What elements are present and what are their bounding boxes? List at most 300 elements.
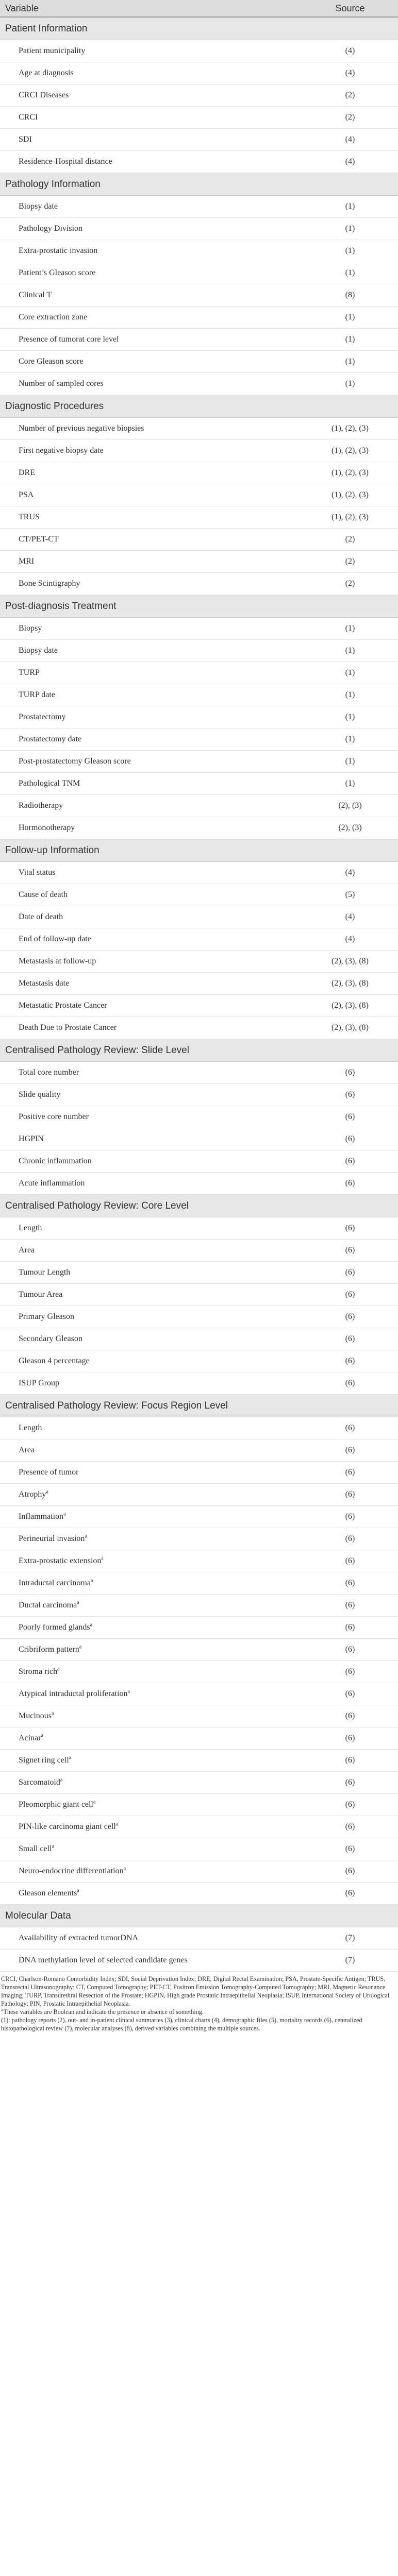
section-title: Diagnostic Procedures: [0, 395, 398, 418]
table-row: [0, 1927, 398, 1950]
variable-name: TURP date: [19, 690, 55, 699]
table-row: [0, 640, 398, 662]
variable-cell: [0, 795, 302, 817]
source-cell: (1): [302, 351, 398, 373]
source-cell: (6): [302, 1572, 398, 1595]
table-row: [0, 973, 398, 995]
source-cell: (1), (2), (3): [302, 418, 398, 440]
table-row: [0, 284, 398, 307]
source-cell: (4): [302, 151, 398, 173]
variable-name: Biopsy date: [19, 202, 58, 211]
variable-name: Small cell: [19, 1844, 52, 1853]
source-cell: (6): [302, 1838, 398, 1860]
table-row: [0, 529, 398, 551]
variable-cell: [0, 928, 302, 951]
source-cell: (2), (3), (8): [302, 1017, 398, 1039]
variable-name: Vital status: [19, 868, 56, 877]
variable-name: PSA: [19, 490, 34, 499]
source-cell: (6): [302, 1528, 398, 1550]
source-cell: (6): [302, 1550, 398, 1572]
source-cell: (6): [302, 1417, 398, 1439]
variable-cell: [0, 373, 302, 395]
source-cell: (2), (3), (8): [302, 973, 398, 995]
variable-cell: [0, 1528, 302, 1550]
variable-name: Ductal carcinoma: [19, 1601, 77, 1609]
variable-cell: [0, 1683, 302, 1705]
source-cell: (6): [302, 1240, 398, 1262]
variable-cell: [0, 1306, 302, 1328]
table-row: [0, 1883, 398, 1905]
variable-cell: [0, 107, 302, 129]
source-cell: (1): [302, 662, 398, 684]
source-cell: (2): [302, 573, 398, 595]
source-cell: (6): [302, 1506, 398, 1528]
table-row: [0, 1262, 398, 1284]
table-header-row: [0, 0, 398, 17]
variable-cell: [0, 440, 302, 462]
source-cell: (6): [302, 1462, 398, 1484]
table-row: [0, 1128, 398, 1150]
table-row: [0, 706, 398, 728]
table-row: [0, 684, 398, 706]
variable-name: Number of previous negative biopsies: [19, 424, 144, 433]
variable-name: Neuro-endocrine differentiation: [19, 1867, 124, 1875]
variable-name: Post-prostatectomy Gleason score: [19, 757, 131, 766]
table-row: [0, 1705, 398, 1727]
source-cell: (1), (2), (3): [302, 440, 398, 462]
variable-name: Tumour Area: [19, 1290, 63, 1299]
source-cell: (6): [302, 1617, 398, 1639]
variable-name: Acinar: [19, 1734, 41, 1742]
variable-name: Area: [19, 1446, 35, 1454]
footnote-marker: a: [60, 1777, 63, 1783]
variable-cell: [0, 529, 302, 551]
variable-name: Patient municipality: [19, 46, 86, 55]
table-row: [0, 1240, 398, 1262]
table-row: [0, 1484, 398, 1506]
variable-name: Gleason elements: [19, 1889, 77, 1897]
variable-cell: [0, 728, 302, 751]
source-cell: (1), (2), (3): [302, 462, 398, 484]
table-row: [0, 995, 398, 1017]
variable-cell: [0, 1617, 302, 1639]
source-cell: (2), (3): [302, 817, 398, 839]
table-row: [0, 1639, 398, 1661]
footnote-marker: a: [123, 1866, 126, 1872]
table-row: [0, 1439, 398, 1462]
variable-cell: [0, 196, 302, 218]
source-cell: (6): [302, 1350, 398, 1372]
table-row: [0, 728, 398, 751]
source-cell: (1): [302, 684, 398, 706]
variable-cell: [0, 462, 302, 484]
variable-name: Biopsy: [19, 624, 42, 633]
table-row: [0, 329, 398, 351]
variable-cell: [0, 262, 302, 284]
source-cell: (7): [302, 1950, 398, 1972]
table-row: [0, 484, 398, 506]
variable-cell: [0, 973, 302, 995]
variable-name: Extra-prostatic invasion: [19, 246, 98, 255]
table-row: [0, 1217, 398, 1240]
variable-name: Tumour Length: [19, 1268, 71, 1277]
variable-cell: [0, 951, 302, 973]
table-row: [0, 1617, 398, 1639]
table-row: [0, 928, 398, 951]
table-row: [0, 129, 398, 151]
variable-cell: [0, 284, 302, 307]
section-title: Centralised Pathology Review: Focus Region Level: [0, 1395, 398, 1417]
table-row: [0, 262, 398, 284]
variable-cell: [0, 329, 302, 351]
source-cell: (6): [302, 1860, 398, 1883]
variable-cell: [0, 1350, 302, 1372]
table-row: [0, 196, 398, 218]
variable-name: Poorly formed glands: [19, 1623, 90, 1632]
section-title: Follow-up Information: [0, 839, 398, 862]
variable-cell: [0, 1860, 302, 1883]
table-row: [0, 884, 398, 906]
variable-name: End of follow-up date: [19, 935, 91, 943]
variable-name: Patient’s Gleason score: [19, 268, 96, 277]
table-row: [0, 751, 398, 773]
sources-note: (1): pathology reports (2), out- and in-patient clinical summaries (3), clinical charts (4), demographic files (5), mortality records (6), centralized histopathological review (7), molecular analyses (8), derived variables combining the multiple sources.: [1, 2016, 362, 2032]
variable-name: CRCI Diseases: [19, 91, 69, 99]
variable-cell: [0, 751, 302, 773]
table-row: [0, 1106, 398, 1128]
variable-cell: [0, 40, 302, 62]
table-row: [0, 1173, 398, 1195]
footnote-marker: a: [46, 1489, 48, 1495]
footnote-marker: a: [127, 1688, 130, 1694]
variable-name: Age at diagnosis: [19, 69, 74, 77]
variable-cell: [0, 773, 302, 795]
variable-name: TRUS: [19, 513, 40, 521]
source-cell: (1): [302, 196, 398, 218]
table-row: [0, 1595, 398, 1617]
section-header: [0, 173, 398, 196]
variable-cell: [0, 1794, 302, 1816]
table-row: [0, 862, 398, 884]
table-row: [0, 551, 398, 573]
variable-name: Clinical T: [19, 291, 52, 299]
source-cell: (4): [302, 906, 398, 928]
variable-name: Area: [19, 1246, 35, 1255]
source-cell: (1): [302, 373, 398, 395]
variable-name: Intraductal carcinoma: [19, 1579, 91, 1587]
table-body: [0, 17, 398, 1972]
variable-cell: [0, 1084, 302, 1106]
table-row: [0, 817, 398, 839]
table-row: [0, 1750, 398, 1772]
table-row: [0, 1372, 398, 1395]
variable-name: Cribriform pattern: [19, 1645, 79, 1654]
source-cell: (7): [302, 1927, 398, 1950]
variable-name: CT/PET-CT: [19, 535, 59, 544]
source-cell: (6): [302, 1595, 398, 1617]
variable-cell: [0, 1506, 302, 1528]
variable-name: Metastatic Prostate Cancer: [19, 1001, 107, 1010]
source-cell: (1), (2), (3): [302, 484, 398, 506]
variable-name: Length: [19, 1423, 42, 1432]
variable-name: Presence of tumorat core level: [19, 335, 119, 344]
variable-name: Perineurial invasion: [19, 1534, 85, 1543]
variable-cell: [0, 1705, 302, 1727]
variable-name: Sarcomatoid: [19, 1778, 60, 1787]
source-cell: (6): [302, 1284, 398, 1306]
section-title: Post-diagnosis Treatment: [0, 595, 398, 618]
source-cell: (6): [302, 1306, 398, 1328]
table-row: [0, 795, 398, 817]
section-title: Pathology Information: [0, 173, 398, 196]
section-header: [0, 839, 398, 862]
source-cell: (1): [302, 773, 398, 795]
variable-cell: [0, 418, 302, 440]
variable-cell: [0, 1106, 302, 1128]
variable-cell: [0, 1240, 302, 1262]
table-row: [0, 1017, 398, 1039]
footnote-marker: a: [1, 2007, 4, 2013]
variable-name: Metastasis date: [19, 979, 70, 988]
section-header: [0, 595, 398, 618]
source-cell: (6): [302, 1883, 398, 1905]
variable-cell: [0, 151, 302, 173]
section-title: Molecular Data: [0, 1905, 398, 1927]
variable-cell: [0, 906, 302, 928]
footnote-marker: a: [79, 1644, 82, 1650]
variable-cell: [0, 1328, 302, 1350]
boolean-note-text: These variables are Boolean and indicate the presence or absence of something.: [3, 2008, 204, 2015]
source-cell: (6): [302, 1328, 398, 1350]
table-row: [0, 40, 398, 62]
footnote-marker: a: [85, 1533, 87, 1539]
footnote-marker: a: [90, 1578, 93, 1584]
table-row: [0, 1062, 398, 1084]
table-row: [0, 440, 398, 462]
source-cell: (2), (3), (8): [302, 951, 398, 973]
variable-name: MRI: [19, 557, 35, 566]
table-row: [0, 573, 398, 595]
table-row: [0, 351, 398, 373]
variable-cell: [0, 1017, 302, 1039]
variable-name: Primary Gleason: [19, 1312, 74, 1321]
variable-name: Atrophy: [19, 1490, 46, 1499]
variable-cell: [0, 1661, 302, 1683]
variable-cell: [0, 1772, 302, 1794]
variable-cell: [0, 1927, 302, 1950]
variable-name: Positive core number: [19, 1112, 89, 1121]
variable-cell: [0, 307, 302, 329]
table-row: [0, 1328, 398, 1350]
variable-cell: [0, 1150, 302, 1173]
abbreviations-note: CRCI, Charlson-Romano Comorbidity Index; SDI, Social Deprivation Index; DRE, Digital Rectal Examination; PSA, Prostate-Specific Antigen; TRUS, Transrectal Ultrasonography; CT, Computed Tomography; PET-CT, Positron Emission Tomography-Computed Tomography; MRI, Magnetic Resonance Imaging; TURP, Transurethral Resection of the Prostate; HGPIN, High grade Prostatic Intraepithelial Neoplasia; ISUP, International Society of Urological Pathology; PIN, Prostatic Intraepithelial Neoplasia.: [1, 1975, 390, 2007]
source-cell: (6): [302, 1816, 398, 1838]
variable-cell: [0, 1128, 302, 1150]
variable-name: Inflammation: [19, 1512, 64, 1521]
source-cell: (1): [302, 240, 398, 262]
source-cell: (1): [302, 640, 398, 662]
variable-cell: [0, 1462, 302, 1484]
source-cell: (6): [302, 1128, 398, 1150]
variable-name: ISUP Group: [19, 1379, 59, 1387]
source-cell: (1): [302, 218, 398, 240]
variable-cell: [0, 817, 302, 839]
variable-name: Death Due to Prostate Cancer: [19, 1023, 117, 1032]
variable-cell: [0, 662, 302, 684]
source-cell: (2), (3), (8): [302, 995, 398, 1017]
table-row: [0, 1550, 398, 1572]
table-row: [0, 506, 398, 529]
footnote-marker: a: [69, 1755, 72, 1761]
footnote-marker: a: [93, 1799, 96, 1805]
table-row: [0, 1506, 398, 1528]
variable-cell: [0, 1750, 302, 1772]
variable-name: Extra-prostatic extension: [19, 1556, 102, 1565]
variable-cell: [0, 84, 302, 107]
table-row: [0, 1683, 398, 1705]
variable-name: CRCI: [19, 113, 38, 122]
table-row: [0, 84, 398, 107]
table-row: [0, 62, 398, 84]
variable-name: Core Gleason score: [19, 357, 84, 366]
table-row: [0, 373, 398, 395]
variable-name: Core extraction zone: [19, 313, 88, 321]
footnote-marker: a: [101, 1555, 104, 1562]
variable-name: Number of sampled cores: [19, 379, 104, 388]
source-cell: (4): [302, 62, 398, 84]
variable-cell: [0, 573, 302, 595]
source-cell: (6): [302, 1705, 398, 1727]
footnote-marker: a: [52, 1843, 54, 1850]
variable-cell: [0, 1639, 302, 1661]
variable-name: DNA methylation level of selected candidate genes: [19, 1956, 188, 1964]
table-row: [0, 240, 398, 262]
variable-name: Acute inflammation: [19, 1179, 85, 1188]
source-cell: (6): [302, 1661, 398, 1683]
table-row: [0, 307, 398, 329]
section-title: Centralised Pathology Review: Core Level: [0, 1195, 398, 1217]
table-row: [0, 1950, 398, 1972]
section-header: [0, 17, 398, 40]
source-cell: (6): [302, 1150, 398, 1173]
variable-cell: [0, 551, 302, 573]
source-cell: (1): [302, 618, 398, 640]
variable-name: Pleomorphic giant cell: [19, 1800, 93, 1809]
variable-name: Radiotherapy: [19, 801, 63, 810]
table-footnotes: [0, 1975, 398, 2032]
variable-cell: [0, 1572, 302, 1595]
source-cell: (4): [302, 928, 398, 951]
variable-cell: [0, 506, 302, 529]
section-header: [0, 1905, 398, 1927]
footnote-marker: a: [77, 1600, 79, 1606]
footnote-marker: a: [63, 1511, 66, 1517]
variable-name: Pathological TNM: [19, 779, 80, 788]
source-cell: (6): [302, 1639, 398, 1661]
variable-name: Availability of extracted tumorDNA: [19, 1934, 139, 1942]
variable-cell: [0, 640, 302, 662]
variable-name: Hormonotherapy: [19, 823, 75, 832]
variable-cell: [0, 1372, 302, 1395]
source-cell: (6): [302, 1727, 398, 1750]
variable-name: TURP: [19, 668, 40, 677]
source-cell: (1): [302, 262, 398, 284]
source-cell: (6): [302, 1772, 398, 1794]
variable-name: Mucinous: [19, 1711, 52, 1720]
section-title: Patient Information: [0, 17, 398, 40]
source-cell: (1): [302, 329, 398, 351]
variable-cell: [0, 218, 302, 240]
source-cell: (2): [302, 551, 398, 573]
source-cell: (6): [302, 1794, 398, 1816]
variable-name: Gleason 4 percentage: [19, 1357, 90, 1365]
table-row: [0, 1860, 398, 1883]
variable-cell: [0, 1883, 302, 1905]
table-row: [0, 107, 398, 129]
footnote-marker: a: [77, 1888, 79, 1894]
footnote-marker: a: [90, 1622, 93, 1628]
variable-name: PIN-like carcinoma giant cell: [19, 1822, 116, 1831]
variable-name: Residence-Hospital distance: [19, 157, 112, 166]
source-cell: (6): [302, 1173, 398, 1195]
variable-name: Chronic inflammation: [19, 1157, 92, 1165]
table-row: [0, 1350, 398, 1372]
table-row: [0, 418, 398, 440]
section-header: [0, 395, 398, 418]
source-cell: (1): [302, 751, 398, 773]
variable-name: SDI: [19, 135, 32, 144]
table-row: [0, 1816, 398, 1838]
source-cell: (6): [302, 1262, 398, 1284]
variable-name: Total core number: [19, 1068, 79, 1077]
section-header: [0, 1039, 398, 1062]
table-row: [0, 1528, 398, 1550]
variable-name: Length: [19, 1224, 42, 1232]
table-row: [0, 1462, 398, 1484]
variable-cell: [0, 1595, 302, 1617]
variable-cell: [0, 1217, 302, 1240]
source-cell: (6): [302, 1106, 398, 1128]
variable-name: Prostatectomy: [19, 713, 66, 721]
variable-cell: [0, 1950, 302, 1972]
variable-cell: [0, 1284, 302, 1306]
footnote-marker: a: [57, 1666, 60, 1672]
variable-name: Pathology Division: [19, 224, 83, 233]
variable-name: Metastasis at follow-up: [19, 957, 96, 965]
source-cell: (5): [302, 884, 398, 906]
table-row: [0, 462, 398, 484]
section-header: [0, 1195, 398, 1217]
source-cell: (1): [302, 307, 398, 329]
variable-cell: [0, 706, 302, 728]
table-row: [0, 1084, 398, 1106]
variable-cell: [0, 62, 302, 84]
source-cell: (4): [302, 862, 398, 884]
variable-cell: [0, 1484, 302, 1506]
variable-cell: [0, 1417, 302, 1439]
source-cell: (6): [302, 1217, 398, 1240]
variable-cell: [0, 1550, 302, 1572]
variable-name: Atypical intraductal proliferation: [19, 1689, 128, 1698]
variable-name: Presence of tumor: [19, 1468, 79, 1477]
variable-cell: [0, 995, 302, 1017]
table-row: [0, 773, 398, 795]
variable-name: Biopsy date: [19, 646, 58, 655]
source-cell: (1): [302, 728, 398, 751]
table-row: [0, 1284, 398, 1306]
variable-name: Date of death: [19, 912, 63, 921]
variable-cell: [0, 1727, 302, 1750]
